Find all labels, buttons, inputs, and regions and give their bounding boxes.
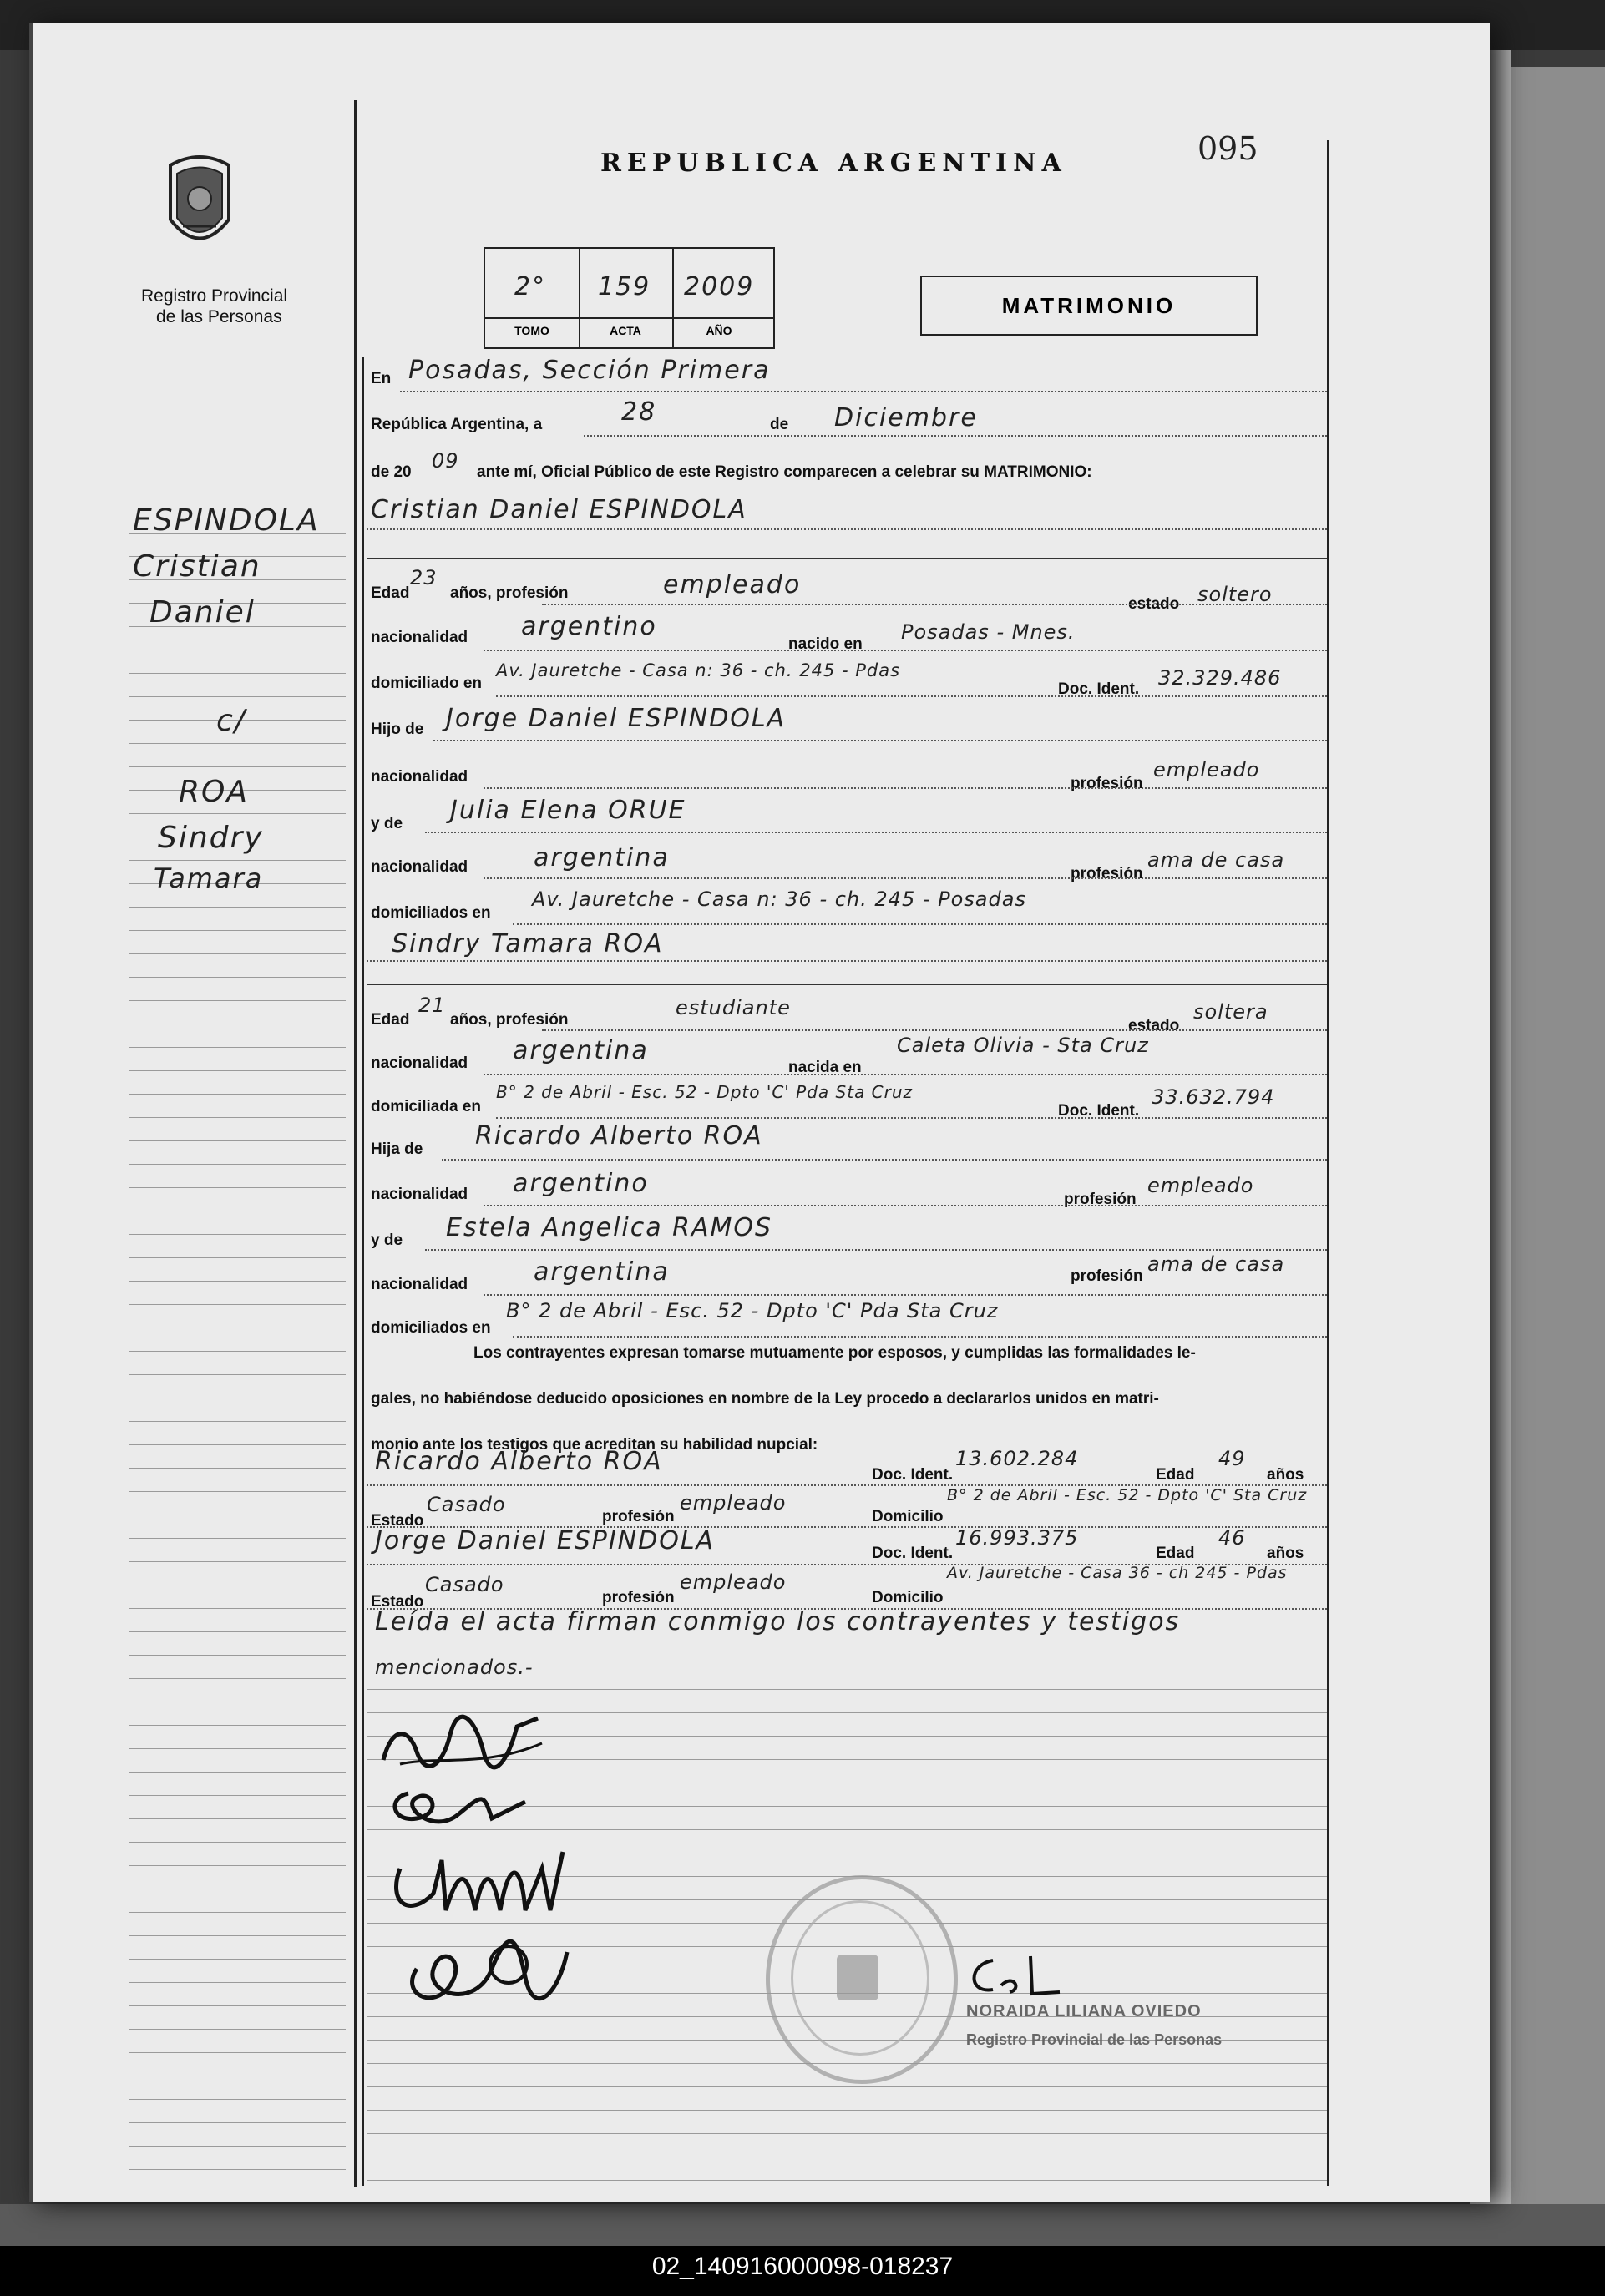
- witness2-profesion-label: profesión: [602, 1589, 675, 1606]
- ruled-line: [367, 2110, 1327, 2111]
- groom-doc-label: Doc. Ident.: [1058, 680, 1140, 698]
- bride-name: Sindry Tamara ROA: [392, 929, 664, 958]
- bride-mother-nacionalidad-label: nacionalidad: [371, 1276, 468, 1293]
- groom-yde-label: y de: [371, 815, 403, 832]
- ano-label: AÑO: [706, 324, 732, 337]
- form-left-rule: [362, 357, 364, 2186]
- page-number: 095: [1197, 130, 1258, 167]
- groom-profesion-label: años, profesión: [450, 584, 569, 602]
- bride-mother-profesion-label: profesión: [1071, 1267, 1143, 1285]
- bride-yde-label: y de: [371, 1231, 403, 1249]
- ruled-line: [129, 1164, 346, 1165]
- margin-middlename-bride: Tamara: [154, 862, 264, 894]
- ruled-line: [129, 1795, 346, 1796]
- ruled-line: [129, 1818, 346, 1819]
- left-column-rule: [354, 100, 357, 2187]
- bride-father-profesion-value: empleado: [1147, 1174, 1254, 1197]
- bride-father-name: Ricardo Alberto ROA: [475, 1121, 763, 1151]
- ruled-line: [129, 2146, 346, 2147]
- bride-doc-label: Doc. Ident.: [1058, 1102, 1140, 1120]
- de-label: de: [770, 416, 789, 433]
- ruled-line: [129, 907, 346, 908]
- bride-father-profesion-label: profesión: [1064, 1191, 1137, 1208]
- witness2-profesion-value: empleado: [680, 1570, 787, 1594]
- groom-domicilio-value: Av. Jauretche - Casa n: 36 - ch. 245 - Pdas: [496, 660, 901, 680]
- ruled-line: [129, 1678, 346, 1679]
- witness2-domicilio-label: Domicilio: [872, 1589, 944, 1606]
- witness1-anos-label: años: [1267, 1466, 1304, 1484]
- ruled-line: [129, 1304, 346, 1305]
- bride-hija-label: Hija de: [371, 1140, 423, 1158]
- groom-mother-profesion-value: ama de casa: [1147, 848, 1285, 872]
- bride-edad-value: 21: [418, 994, 446, 1017]
- tomo-label: TOMO: [514, 324, 549, 337]
- file-caption: 02_140916000098-018237: [651, 2253, 954, 2280]
- bride-edad-label: Edad: [371, 1011, 410, 1029]
- intro-text: ante mí, Oficial Público de este Registro comparecen a celebrar su MATRIMONIO:: [477, 463, 1092, 481]
- witness2-edad-label: Edad: [1156, 1545, 1195, 1562]
- groom-mother-profesion-label: profesión: [1071, 865, 1143, 882]
- groom-domicilio-label: domiciliado en: [371, 675, 483, 692]
- groom-mother-nacionalidad-label: nacionalidad: [371, 858, 468, 876]
- bride-estado-label: estado: [1128, 1017, 1180, 1034]
- ruled-line: [367, 2086, 1327, 2087]
- ruled-line: [129, 766, 346, 767]
- bride-doc-value: 33.632.794: [1152, 1085, 1275, 1109]
- bride-nacionalidad-label: nacionalidad: [371, 1054, 468, 1072]
- witness1-profesion-value: empleado: [680, 1491, 787, 1515]
- bride-mother-profesion-value: ama de casa: [1147, 1252, 1285, 1276]
- groom-father-name: Jorge Daniel ESPINDOLA: [446, 704, 787, 733]
- bride-father-nacionalidad-value: argentino: [513, 1169, 649, 1198]
- ruled-line: [129, 1959, 346, 1960]
- margin-middlename-groom: Daniel: [149, 595, 256, 630]
- ruled-line: [129, 860, 346, 861]
- ruled-line: [367, 1689, 1327, 1690]
- groom-parents-domicilio-value: Av. Jauretche - Casa n: 36 - ch. 245 - Posadas: [532, 888, 1026, 911]
- signature-bride: [383, 1777, 534, 1843]
- ruled-line: [129, 930, 346, 931]
- ruled-line: [129, 1374, 346, 1375]
- ruled-line: [129, 1094, 346, 1095]
- registry-name-line1: Registro Provincial: [141, 286, 288, 306]
- ruled-line: [367, 2133, 1327, 2134]
- groom-nacido-value: Posadas - Mnes.: [901, 620, 1076, 644]
- groom-estado-value: soltero: [1197, 583, 1273, 606]
- ruled-line: [129, 2169, 346, 2170]
- groom-father-profesion-label: profesión: [1071, 775, 1143, 792]
- signature-officer: [964, 1952, 1064, 2002]
- officer-registry: Registro Provincial de las Personas: [966, 2031, 1223, 2048]
- bride-nacida-label: nacida en: [788, 1059, 862, 1076]
- ruled-line: [129, 1748, 346, 1749]
- bride-mother-name: Estela Angelica RAMOS: [446, 1213, 773, 1242]
- groom-father-profesion-value: empleado: [1153, 758, 1260, 781]
- signature-groom: [375, 1710, 559, 1777]
- tomo-value: 2°: [514, 272, 547, 301]
- ruled-line: [129, 1631, 346, 1632]
- document-title: REPUBLICA ARGENTINA: [600, 149, 1067, 178]
- groom-hijo-label: Hijo de: [371, 721, 424, 738]
- record-type-box: MATRIMONIO: [920, 276, 1258, 336]
- bride-nacida-value: Caleta Olivia - Sta Cruz: [897, 1034, 1149, 1057]
- ruled-line: [129, 743, 346, 744]
- ruled-line: [129, 1491, 346, 1492]
- bride-domicilio-label: domiciliada en: [371, 1098, 481, 1115]
- groom-nacionalidad-value: argentino: [521, 612, 657, 641]
- ruled-line: [129, 1561, 346, 1562]
- witness1-name: Ricardo Alberto ROA: [375, 1447, 663, 1476]
- groom-father-nacionalidad-label: nacionalidad: [371, 768, 468, 786]
- witness1-estado-value: Casado: [427, 1493, 506, 1516]
- ruled-line: [129, 2005, 346, 2006]
- registry-name-line2: de las Personas: [156, 307, 282, 326]
- bride-father-nacionalidad-label: nacionalidad: [371, 1186, 468, 1203]
- closing-line2: mencionados.-: [375, 1656, 534, 1679]
- margin-firstname-groom: Cristian: [133, 549, 261, 584]
- witness1-profesion-label: profesión: [602, 1508, 675, 1525]
- ruled-line: [129, 2122, 346, 2123]
- ruled-line: [129, 2029, 346, 2030]
- witness2-estado-label: Estado: [371, 1593, 424, 1611]
- witness1-doc-value: 13.602.284: [955, 1447, 1079, 1470]
- ruled-line: [129, 1912, 346, 1913]
- witness2-domicilio-value: Av. Jauretche - Casa 36 - ch 245 - Pdas: [947, 1564, 1288, 1582]
- groom-edad-value: 23: [410, 566, 438, 589]
- bride-profesion-label: años, profesión: [450, 1011, 569, 1029]
- witness2-anos-label: años: [1267, 1545, 1304, 1562]
- groom-mother-name: Julia Elena ORUE: [450, 796, 686, 825]
- declaration-line2: gales, no habiéndose deducido oposiciones en nombre de la Ley procedo a declararlos unidos en matri-: [371, 1390, 1159, 1408]
- ruled-line: [129, 1351, 346, 1352]
- ruled-line: [129, 1468, 346, 1469]
- declaration-line1: Los contrayentes expresan tomarse mutuamente por esposos, y cumplidas las formalidades le-: [473, 1344, 1196, 1362]
- en-label: En: [371, 370, 392, 387]
- ruled-line: [129, 1444, 346, 1445]
- groom-nacido-label: nacido en: [788, 635, 863, 653]
- year-value: 09: [432, 449, 459, 473]
- ruled-line: [129, 1047, 346, 1048]
- groom-edad-label: Edad: [371, 584, 410, 602]
- bride-mother-nacionalidad-value: argentina: [534, 1257, 670, 1287]
- month-value: Diciembre: [834, 403, 978, 432]
- place-value: Posadas, Sección Primera: [408, 356, 771, 385]
- ruled-line: [129, 1608, 346, 1609]
- ano-value: 2009: [684, 272, 755, 301]
- ruled-line: [129, 977, 346, 978]
- ruled-line: [129, 1140, 346, 1141]
- margin-surname-bride: ROA: [179, 775, 249, 809]
- right-border-rule: [1327, 140, 1329, 2186]
- ruled-line: [129, 1281, 346, 1282]
- acta-label: ACTA: [610, 324, 641, 337]
- margin-firstname-bride: Sindry: [158, 821, 264, 855]
- background-bottom: [0, 2204, 1605, 2246]
- bride-domicilio-value: B° 2 de Abril - Esc. 52 - Dpto 'C' Pda Sta Cruz: [496, 1082, 914, 1102]
- ruled-line: [129, 1421, 346, 1422]
- groom-parents-domicilio-label: domiciliados en: [371, 904, 491, 922]
- groom-nacionalidad-label: nacionalidad: [371, 629, 468, 646]
- witness2-doc-label: Doc. Ident.: [872, 1545, 954, 1562]
- day-value: 28: [621, 397, 657, 427]
- acta-value: 159: [598, 272, 651, 301]
- ruled-line: [129, 2099, 346, 2100]
- witness1-doc-label: Doc. Ident.: [872, 1466, 954, 1484]
- groom-profesion-value: empleado: [663, 570, 802, 599]
- ruled-line: [129, 1772, 346, 1773]
- witness1-edad-label: Edad: [1156, 1466, 1195, 1484]
- ruled-line: [129, 1538, 346, 1539]
- ruled-line: [129, 673, 346, 674]
- provincial-coat-of-arms-logo: [162, 153, 237, 261]
- ruled-line: [129, 1865, 346, 1866]
- ruled-line: [129, 2052, 346, 2053]
- groom-mother-nacionalidad-value: argentina: [534, 843, 670, 872]
- bride-parents-domicilio-label: domiciliados en: [371, 1319, 491, 1337]
- ruled-line: [129, 1935, 346, 1936]
- document-page: [29, 23, 1490, 2202]
- groom-estado-label: estado: [1128, 595, 1180, 613]
- ruled-line: [367, 2180, 1327, 2181]
- ruled-line: [129, 1070, 346, 1071]
- bride-profesion-value: estudiante: [676, 996, 791, 1019]
- margin-conjunction: c/: [216, 704, 246, 738]
- ruled-line: [129, 1655, 346, 1656]
- year-prefix: de 20: [371, 463, 412, 481]
- witness1-edad-value: 49: [1218, 1447, 1246, 1470]
- signature-witness-2: [400, 1919, 584, 2019]
- witness2-edad-value: 46: [1218, 1526, 1246, 1550]
- ruled-line: [129, 1725, 346, 1726]
- declaration-line3: monio ante los testigos que acreditan su habilidad nupcial:: [371, 1436, 818, 1454]
- ruled-line: [129, 1982, 346, 1983]
- bride-parents-domicilio-value: B° 2 de Abril - Esc. 52 - Dpto 'C' Pda Sta Cruz: [506, 1299, 999, 1322]
- ruled-line: [129, 696, 346, 697]
- ruled-line: [129, 1257, 346, 1258]
- witness1-estado-label: Estado: [371, 1512, 424, 1530]
- witness2-name: Jorge Daniel ESPINDOLA: [375, 1526, 716, 1555]
- ruled-line: [129, 1117, 346, 1118]
- ruled-line: [129, 1842, 346, 1843]
- ruled-line: [129, 1234, 346, 1235]
- witness1-domicilio-value: B° 2 de Abril - Esc. 52 - Dpto 'C' Sta Cruz: [947, 1486, 1308, 1505]
- officer-name: NORAIDA LILIANA OVIEDO: [966, 2002, 1202, 2020]
- groom-doc-value: 32.329.486: [1158, 666, 1282, 690]
- republica-label: República Argentina, a: [371, 416, 543, 433]
- margin-surname-groom: ESPINDOLA: [133, 503, 320, 538]
- witness1-domicilio-label: Domicilio: [872, 1508, 944, 1525]
- ruled-line: [129, 1000, 346, 1001]
- witness2-doc-value: 16.993.375: [955, 1526, 1079, 1550]
- closing-line1: Leída el acta firman conmigo los contrayentes y testigos: [375, 1607, 1181, 1636]
- bride-nacionalidad-value: argentina: [513, 1036, 649, 1065]
- record-number-box: [484, 247, 775, 349]
- groom-name: Cristian Daniel ESPINDOLA: [371, 495, 747, 524]
- bride-estado-value: soltera: [1193, 1000, 1268, 1024]
- ruled-line: [129, 953, 346, 954]
- ruled-line: [129, 1187, 346, 1188]
- official-seal: [766, 1875, 958, 2084]
- ruled-line: [129, 813, 346, 814]
- witness2-estado-value: Casado: [425, 1573, 504, 1596]
